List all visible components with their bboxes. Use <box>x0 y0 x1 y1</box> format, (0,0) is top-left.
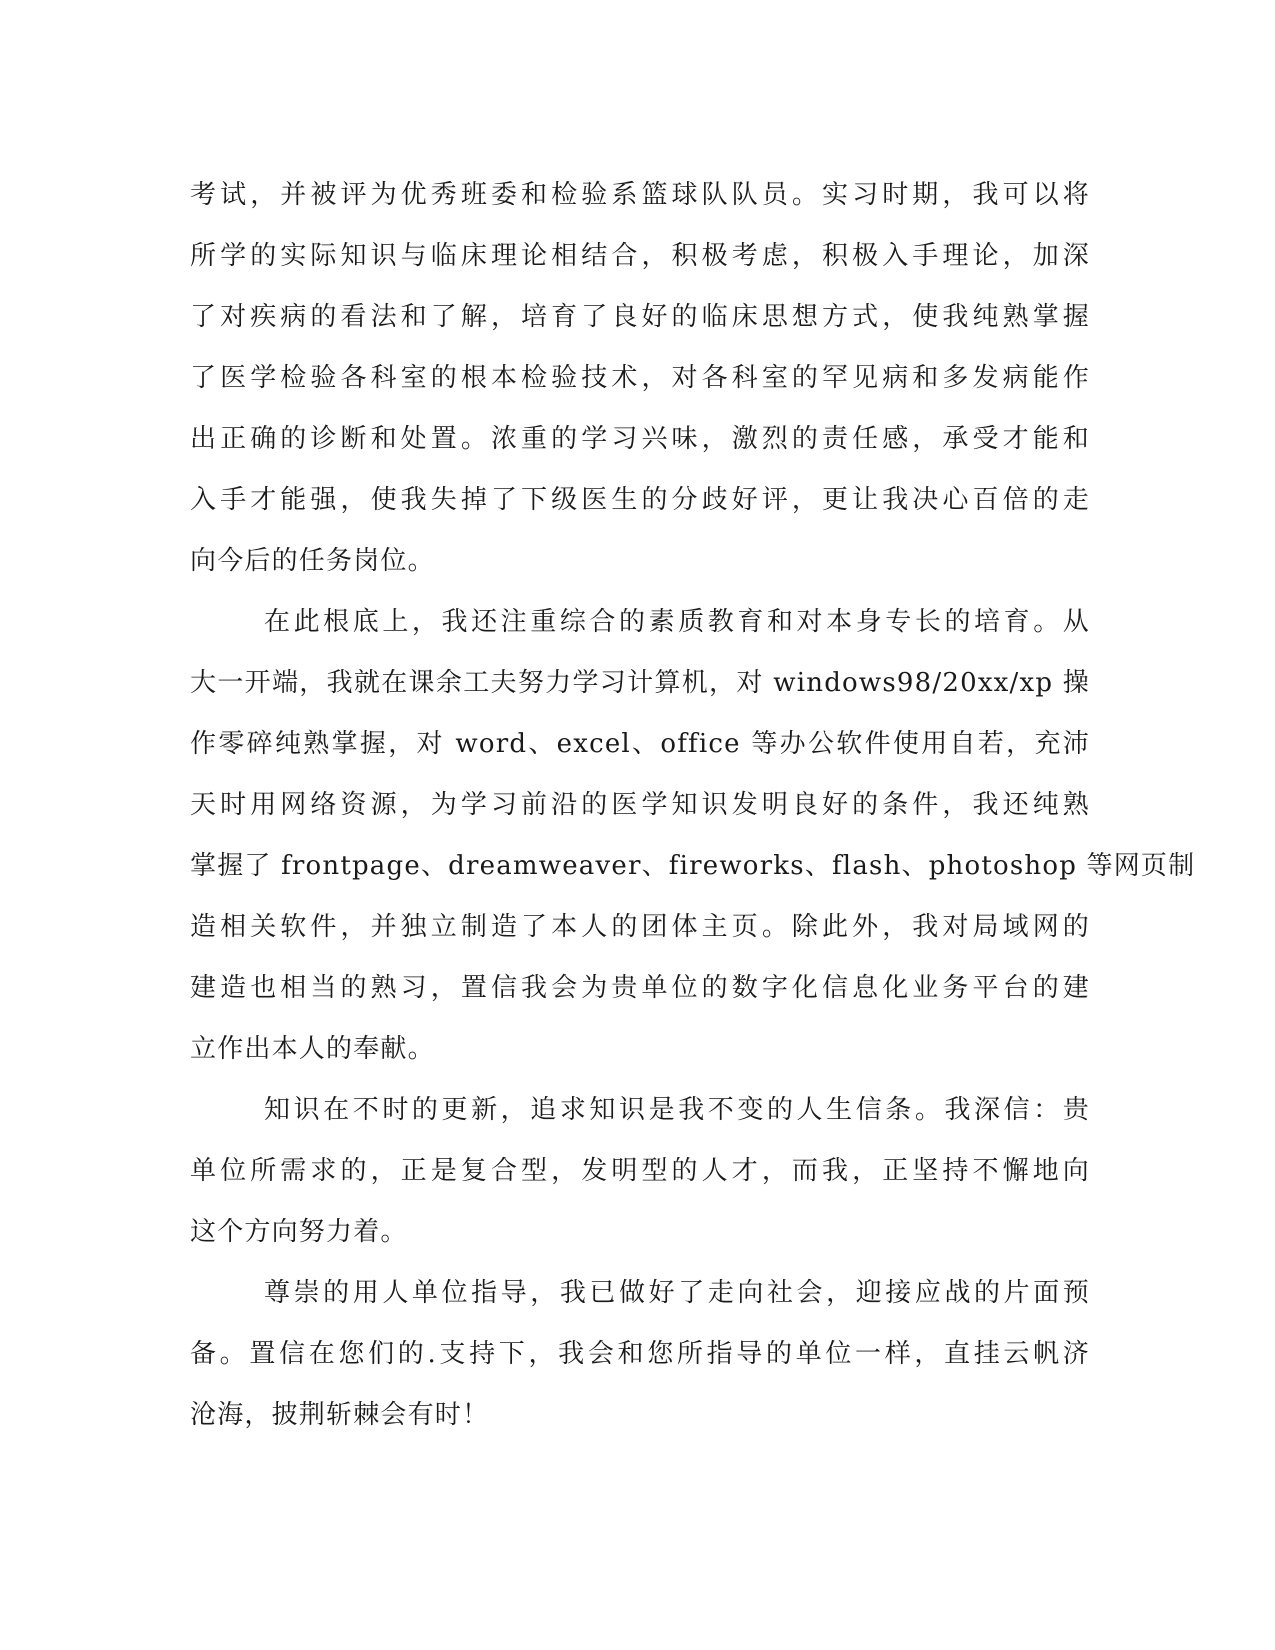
text-line: 在此根底上，我还注重综合的素质教育和对本身专长的培育。从 <box>264 607 1090 637</box>
text-line: 大一开端，我就在课余工夫努力学习计算机，对 windows98/20xx/xp 操 <box>190 668 1090 698</box>
text-line: 造相关软件，并独立制造了本人的团体主页。除此外，我对局域网的 <box>190 912 1090 942</box>
text-line: 备。置信在您们的.支持下，我会和您所指导的单位一样，直挂云帆济 <box>190 1339 1090 1369</box>
text-line: 天时用网络资源，为学习前沿的医学知识发明良好的条件，我还纯熟 <box>190 790 1090 820</box>
text-line: 建造也相当的熟习，置信我会为贵单位的数字化信息化业务平台的建 <box>190 973 1090 1003</box>
text-line: 出正确的诊断和处置。浓重的学习兴味，激烈的责任感，承受才能和 <box>190 424 1090 454</box>
text-line: 了医学检验各科室的根本检验技术，对各科室的罕见病和多发病能作 <box>190 363 1090 393</box>
text-line: 入手才能强，使我失掉了下级医生的分歧好评，更让我决心百倍的走 <box>190 485 1090 515</box>
text-line: 立作出本人的奉献。 <box>190 1034 435 1064</box>
text-line: 所学的实际知识与临床理论相结合，积极考虑，积极入手理论，加深 <box>190 241 1090 271</box>
text-line: 作零碎纯熟掌握，对 word、excel、office 等办公软件使用自若，充沛 <box>190 729 1090 759</box>
text-line: 这个方向努力着。 <box>190 1217 408 1247</box>
text-line: 掌握了 frontpage、dreamweaver、fireworks、flash、photoshop 等网页制 <box>190 851 1196 881</box>
text-line: 向今后的任务岗位。 <box>190 546 435 576</box>
paragraph-1 <box>190 165 1090 592</box>
text-line: 知识在不时的更新，追求知识是我不变的人生信条。我深信：贵 <box>264 1095 1090 1125</box>
text-line: 沧海，披荆斩棘会有时！ <box>190 1400 490 1430</box>
text-line: 尊崇的用人单位指导，我已做好了走向社会，迎接应战的片面预 <box>264 1278 1090 1308</box>
text-line: 了对疾病的看法和了解，培育了良好的临床思想方式，使我纯熟掌握 <box>190 302 1090 332</box>
document-body <box>190 165 1196 1446</box>
text-line: 单位所需求的，正是复合型，发明型的人才，而我，正坚持不懈地向 <box>190 1156 1090 1186</box>
paragraph-2 <box>190 592 1196 1080</box>
paragraph-4 <box>190 1263 1090 1446</box>
text-line: 考试，并被评为优秀班委和检验系篮球队队员。实习时期，我可以将 <box>190 180 1090 210</box>
paragraph-3 <box>190 1080 1090 1263</box>
